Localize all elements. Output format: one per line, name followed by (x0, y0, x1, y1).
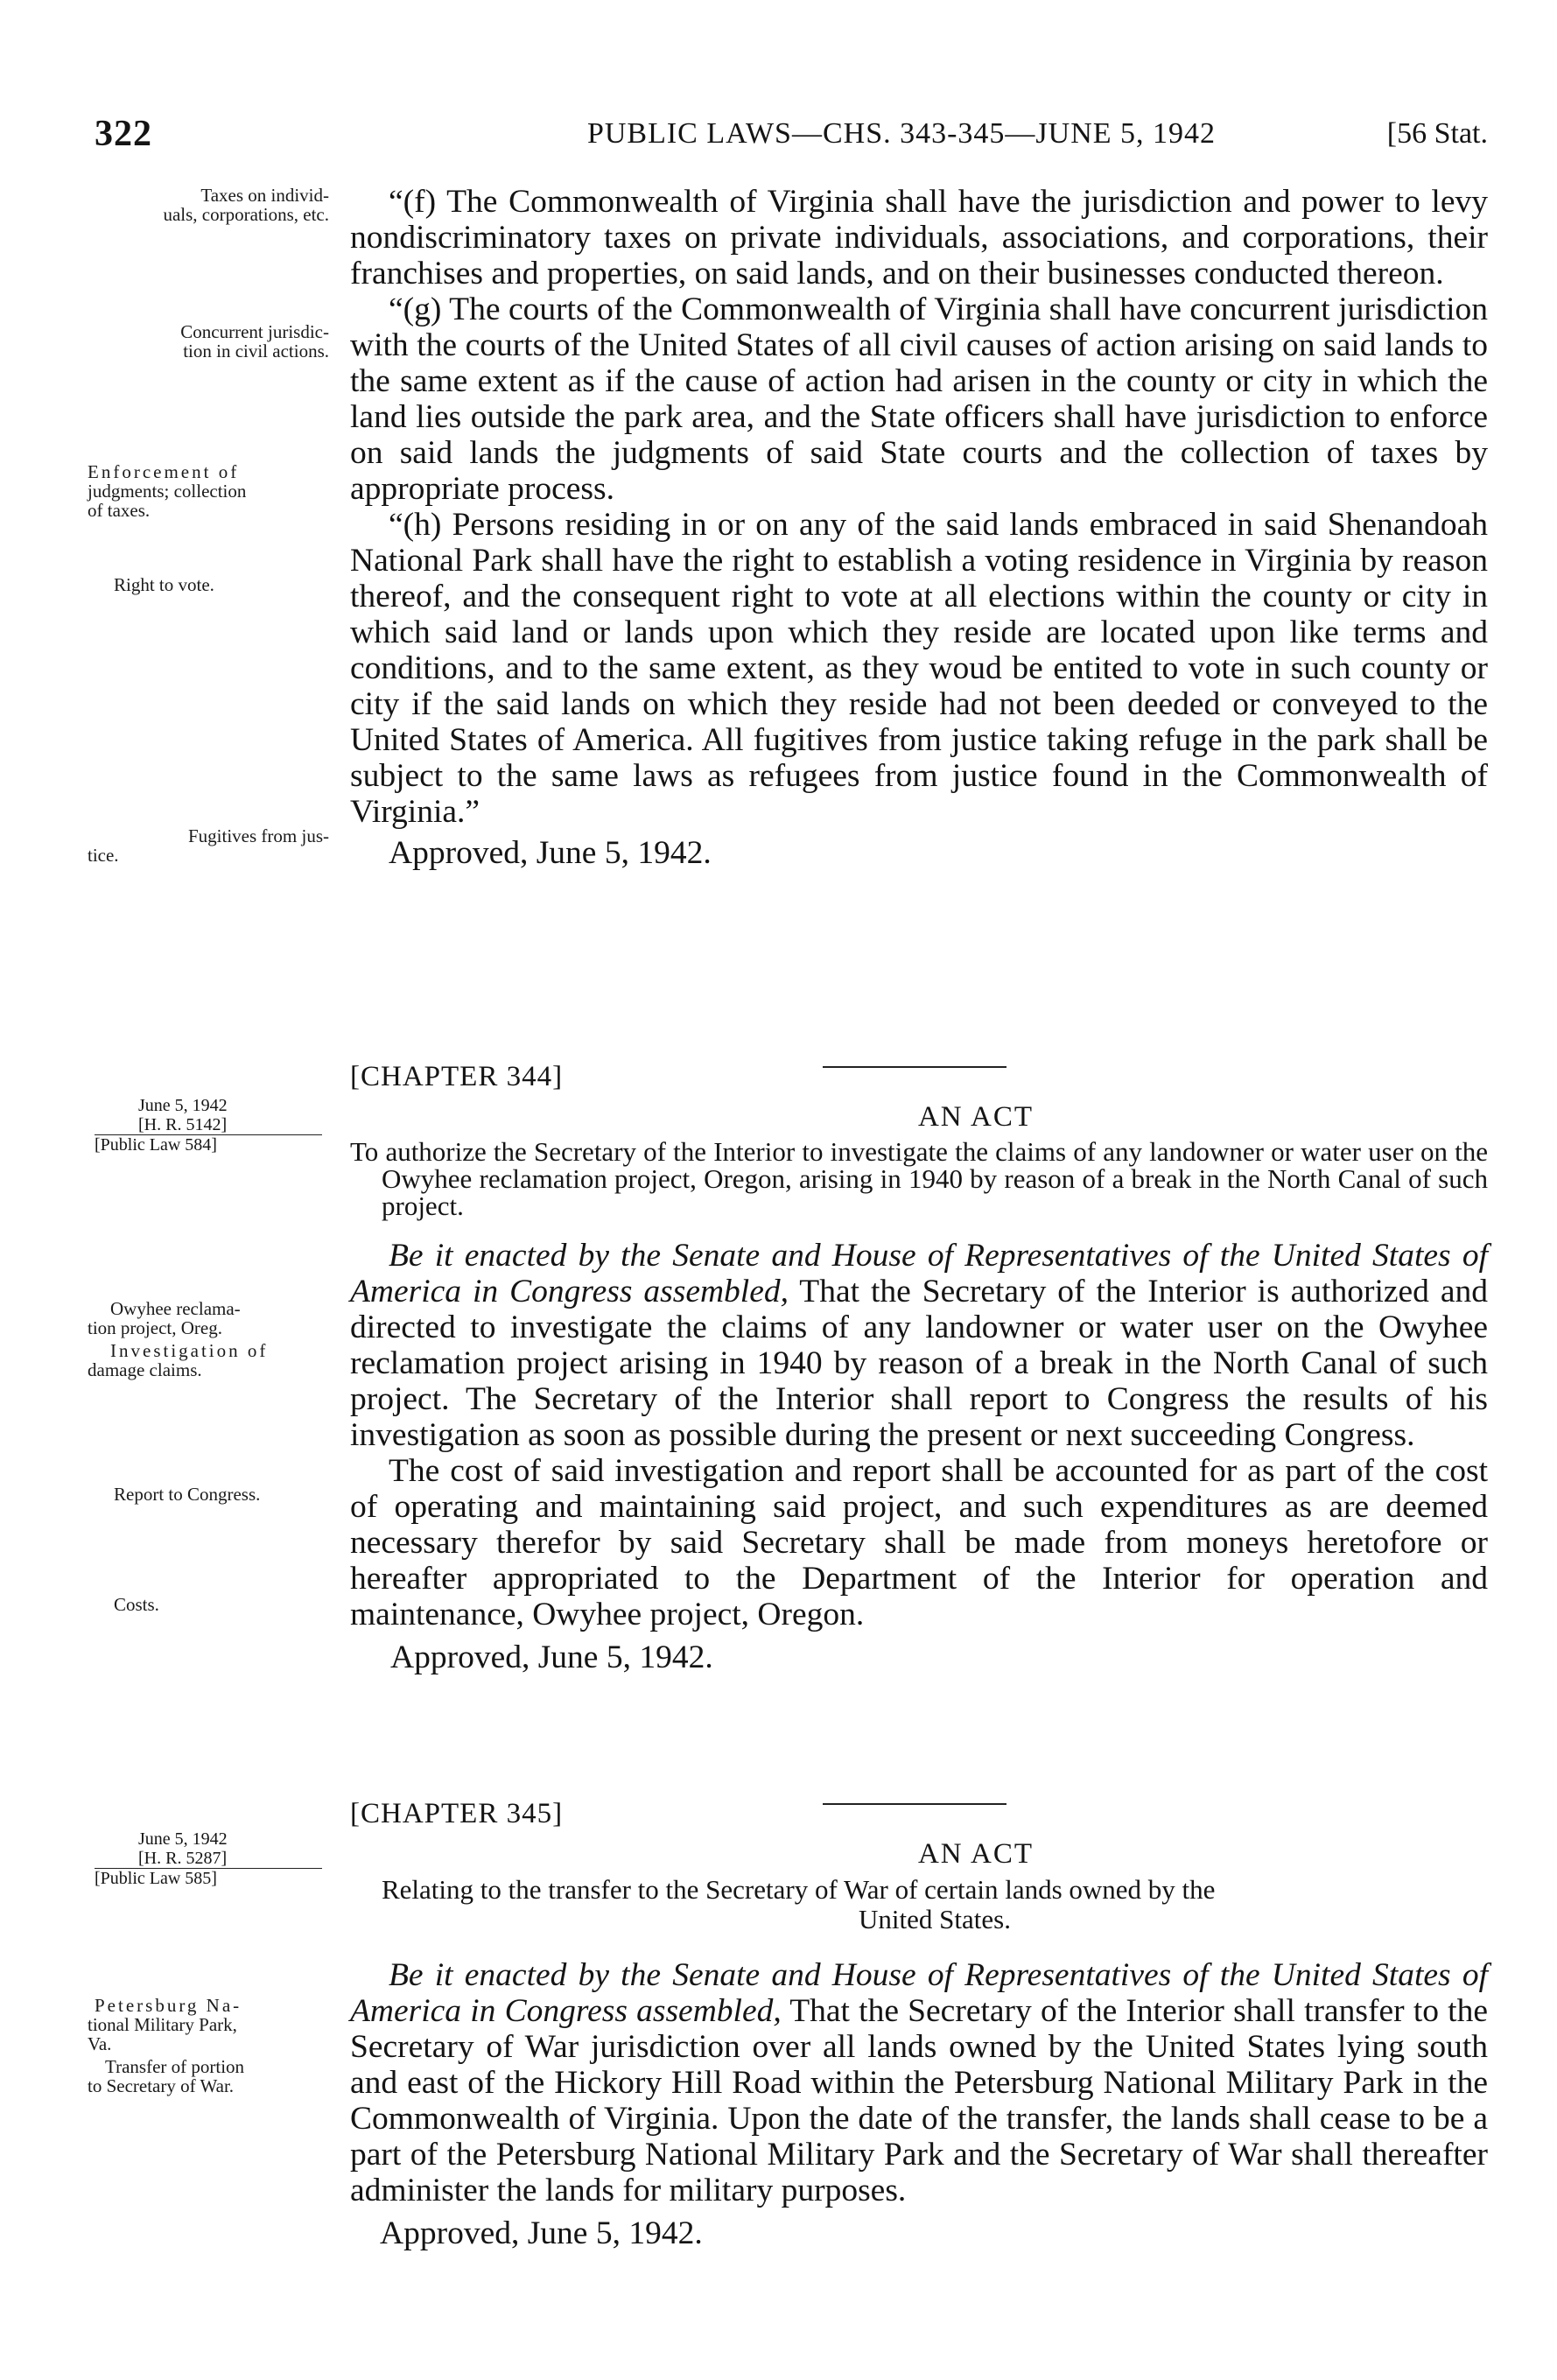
law-info-chapter-344: June 5, 1942 [H. R. 5142] [Public Law 584] (95, 1096, 331, 1155)
law-info-chapter-345: June 5, 1942 [H. R. 5287] [Public Law 585] (95, 1829, 331, 1888)
margin-note-costs: Costs. (114, 1594, 159, 1615)
section-virginia-jurisdiction (350, 184, 1488, 871)
enacting-clause: Be it enacted by the Senate and House of Representatives of the United States of America in Congress assembled, That the Secretary of the Interior shall transfer to the Secretary of War jurisdiction over all lands owned by the United States lying south and east of the Hickory Hill Road within the Petersburg National Military Park in the Commonwealth of Virginia. Upon the date of the transfer, the lands shall cease to be a part of the Petersburg National Military Park and the Secretary of War shall thereafter administer the lands for military purposes. (350, 1957, 1488, 2208)
approved-date: Approved, June 5, 1942. (380, 2215, 703, 2251)
chapter-344 (350, 1057, 1488, 1219)
margin-note-owyhee-project: Owyhee reclama- tion project, Oreg. (88, 1298, 241, 1338)
act-purpose: To authorize the Secretary of the Interior to investigate the claims of any landowner or water user on the Owyhee reclamation project, Oregon, arising in 1940 by reason of a break in the North Canal of such project. (350, 1136, 1488, 1221)
running-title: PUBLIC LAWS—CHS. 343-345—JUNE 5, 1942 (586, 117, 1217, 150)
separator-rule (823, 1803, 1006, 1805)
margin-note-taxes: Taxes on individ- uals, corporations, etc. (163, 185, 329, 225)
chapter-345 (350, 1794, 1488, 1934)
clause-g: “(g) The courts of the Commonwealth of Virginia shall have concurrent jurisdiction with the courts of the United States of all civil causes of action arising on said lands to the same extent as if the cause of action had arisen in the county or city in which the land lies outside the park area, and the State officers shall have jurisdiction to enforce on said lands the judgments of said State courts and the collection of taxes by appropriate process. (350, 291, 1488, 507)
costs-paragraph: The cost of said investigation and report shall be accounted for as part of the cost of operating and maintaining said project, and such expenditures as are deemed necessary therefor by said Secretary shall be made from moneys heretofore or hereafter appropriated to the Department of the Interior for operation and maintenance, Owyhee project, Oregon. (350, 1453, 1488, 1632)
an-act-heading: AN ACT (917, 1838, 1034, 1870)
page-number: 322 (95, 114, 152, 154)
margin-note-transfer: Transfer of portion to Secretary of War. (88, 2056, 245, 2096)
margin-note-enforcement: Enforcement of judgments; collection of taxes. (88, 461, 247, 521)
approved-date: Approved, June 5, 1942. (389, 835, 712, 871)
approved-date: Approved, June 5, 1942. (390, 1639, 713, 1675)
chapter-heading: [CHAPTER 344] (350, 1061, 564, 1092)
volume-reference: [56 Stat. (1386, 117, 1488, 150)
chapter-344-body (350, 1238, 1488, 1675)
chapter-heading: [CHAPTER 345] (350, 1798, 564, 1829)
clause-f: “(f) The Commonwealth of Virginia shall have the jurisdiction and power to levy nondiscriminatory taxes on private individuals, associations, and corporations, their franchises and properties, on said lands, and on their businesses conducted thereon. (350, 184, 1488, 291)
margin-note-fugitives: Fugitives from jus- tice. (88, 825, 329, 866)
margin-note-concurrent-jurisdiction: Concurrent jurisdic- tion in civil actions. (180, 321, 329, 362)
margin-note-right-to-vote: Right to vote. (114, 574, 214, 595)
enacting-clause: Be it enacted by the Senate and House of Representatives of the United States of America in Congress assembled, That the Secretary of the Interior is authorized and directed to investigate the claims of any landowner or water user on the Owyhee reclamation project arising in 1940 by reason of a break in the North Canal of such project. The Secretary of the Interior shall report to Congress the results of his investigation as soon as possible during the present or next succeeding Congress. (350, 1238, 1489, 1453)
margin-note-investigation: Investigation of damage claims. (88, 1340, 269, 1380)
act-purpose: Relating to the transfer to the Secretary of War of certain lands owned by the United States. (382, 1874, 1216, 1934)
an-act-heading: AN ACT (917, 1101, 1034, 1133)
margin-note-report: Report to Congress. (114, 1484, 261, 1505)
separator-rule (823, 1066, 1006, 1068)
clause-h: “(h) Persons residing in or on any of the said lands embraced in said Shenandoah National Park shall have the right to establish a voting residence in Virginia by reason thereof, and the consequent right to vote at all elections within the county or city in which said land or lands upon which they reside are located upon like terms and conditions, and to the same extent, as they woud be entited to vote in such county or city if the said lands on which they reside had not been deeded or conveyed to the United States of America. All fugitives from justice taking refuge in the park shall be subject to the same laws as refugees from justice found in the Commonwealth of Virginia.” (350, 507, 1488, 830)
chapter-345-body (350, 1957, 1488, 2251)
margin-note-petersburg-park: Petersburg Na- tional Military Park, Va. (88, 1995, 242, 2054)
